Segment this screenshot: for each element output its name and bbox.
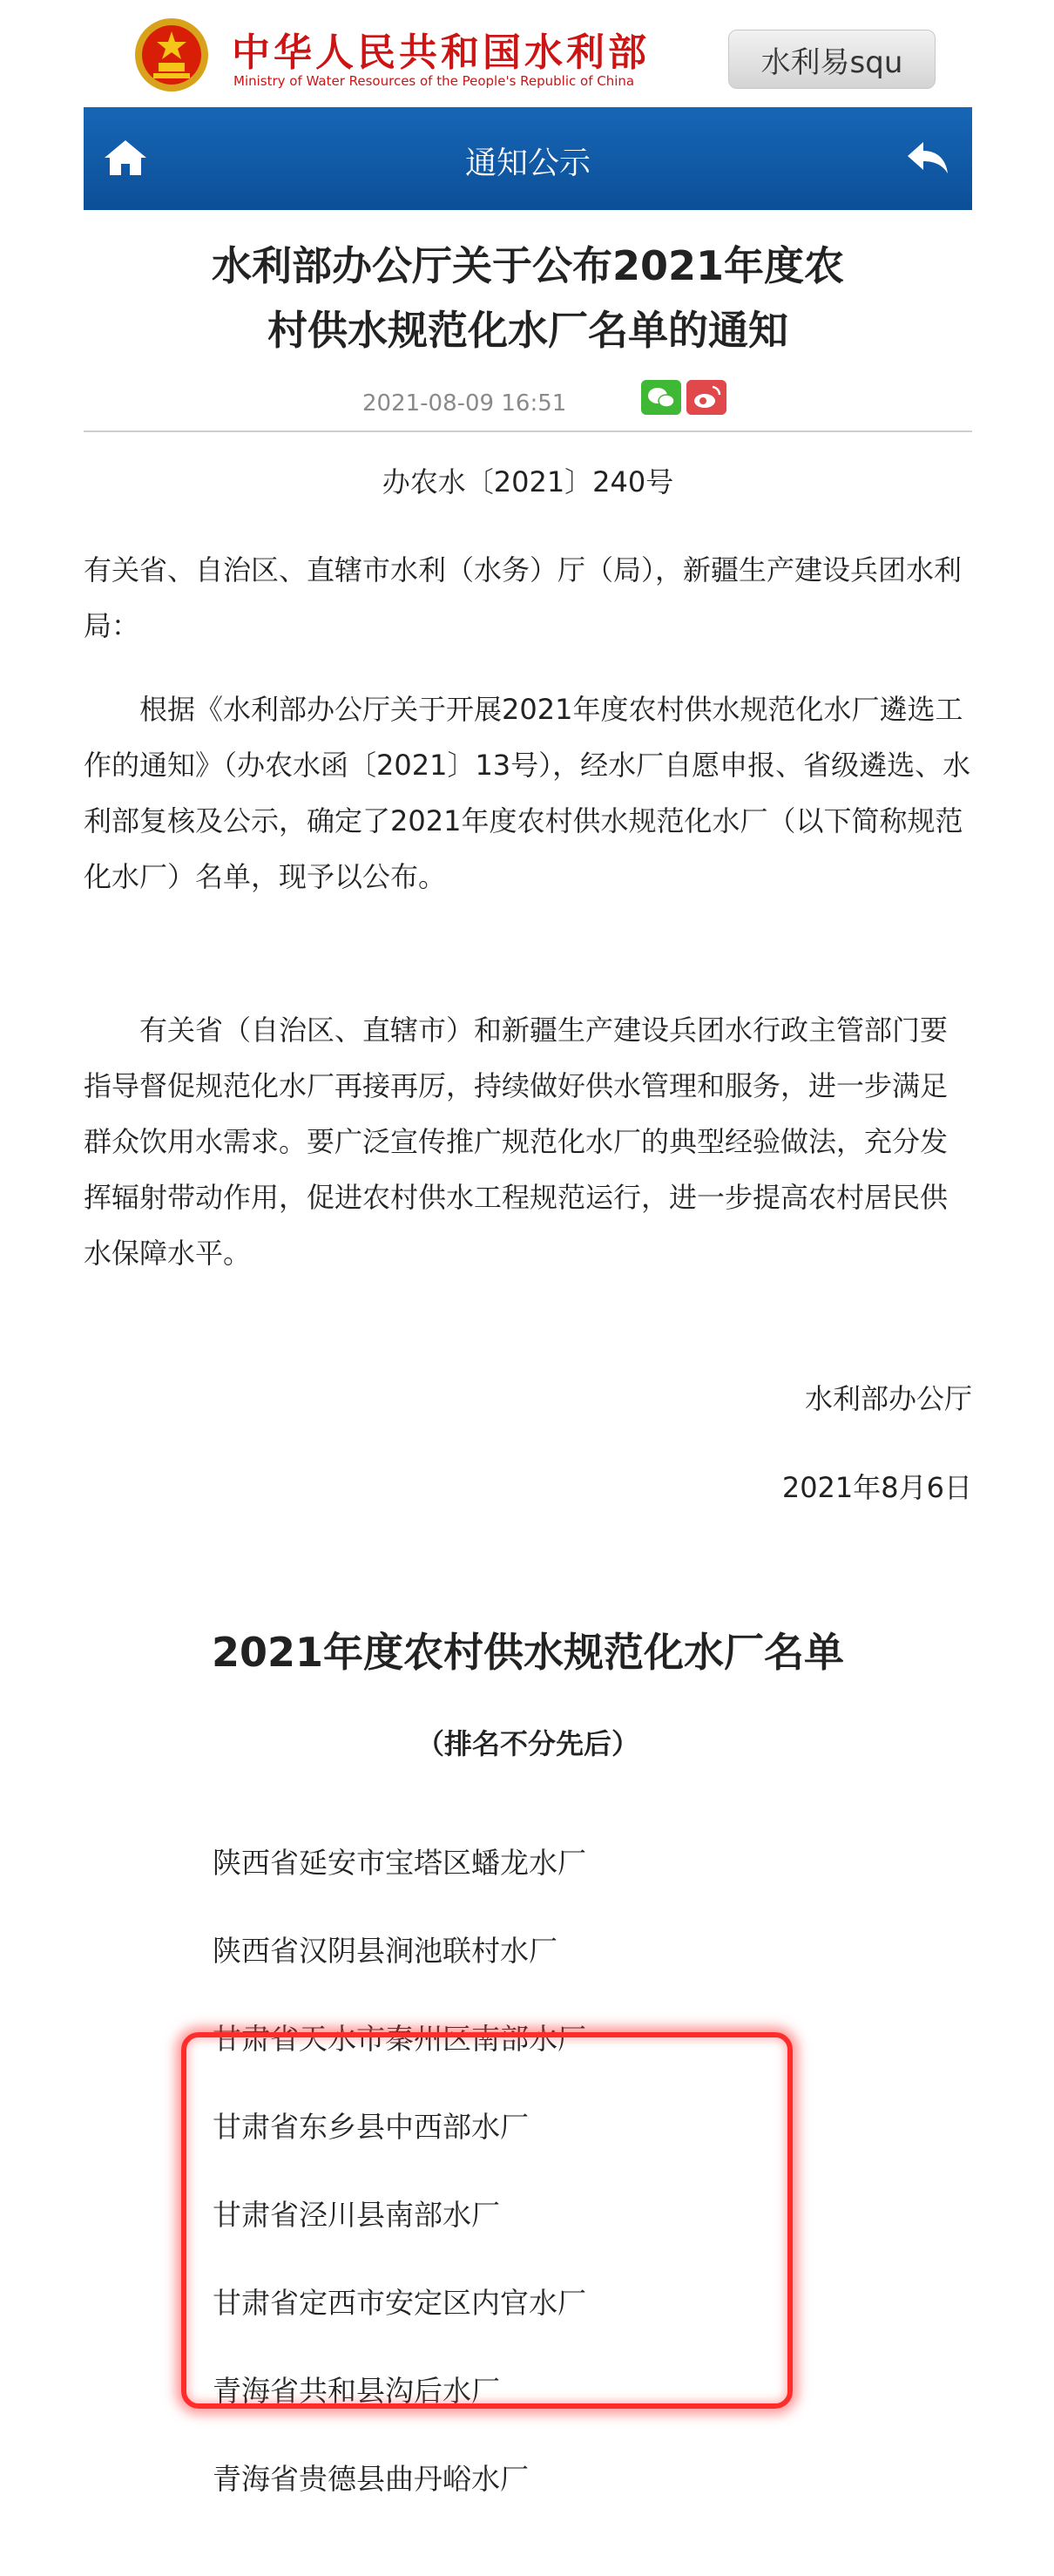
highlight-box	[181, 2032, 793, 2409]
list-item: 陕西省汉阴县涧池联村水厂	[213, 1934, 557, 1968]
signature: 水利部办公厅	[804, 1382, 972, 1415]
national-emblem-icon	[132, 16, 211, 94]
wechat-icon[interactable]	[641, 380, 681, 415]
list-title: 2021年度农村供水规范化水厂名单	[211, 1629, 845, 1676]
addressee: 有关省、自治区、直辖市水利（水务）厅（局），新疆生产建设兵团水利局：	[84, 553, 963, 642]
page-title: 通知公示	[464, 146, 591, 181]
body-paragraph-1: 根据《水利部办公厅关于开展2021年度农村供水规范化水厂遴选工作的通知》（办农水函〔2021〕13号），经水厂自愿申报、省级遴选、水利部复核及公示，确定了2021年度农村供水规范化水厂（以下简称规范化水厂）名单，现予以公布。	[84, 693, 971, 893]
article-title	[84, 234, 972, 363]
article-title-line1: 水利部办公厅关于公布2021年度农	[211, 242, 845, 289]
body-paragraph-2: 有关省（自治区、直辖市）和新疆生产建设兵团水行政主管部门要指导督促规范化水厂再接再厉，持续做好供水管理和服务，进一步满足群众饮用水需求。要广泛宣传推广规范化水厂的典型经验做法，充分发挥辐射带动作用，促进农村供水工程规范运行，进一步提高农村居民供水保障水平。	[84, 1013, 949, 1270]
list-subtitle: （排名不分先后）	[416, 1727, 639, 1760]
list-item: 青海省共和县沟后水厂	[213, 2374, 500, 2408]
list-item: 甘肃省定西市安定区内官水厂	[213, 2286, 586, 2320]
ministry-name-cn: 中华人民共和国水利部	[232, 31, 650, 75]
publish-time: 2021-08-09 16:51	[362, 390, 567, 417]
list-item: 甘肃省泾川县南部水厂	[213, 2198, 500, 2232]
nav-bar	[84, 107, 972, 210]
brand-logo[interactable]: 水利易squ	[728, 30, 936, 89]
article-title-line2: 村供水规范化水厂名单的通知	[267, 307, 788, 354]
weibo-icon[interactable]	[686, 380, 726, 415]
list-item: 甘肃省东乡县中西部水厂	[213, 2110, 529, 2144]
site-header	[84, 0, 972, 107]
ministry-name-en: Ministry of Water Resources of the People's Republic of China	[233, 73, 635, 89]
list-item: 陕西省延安市宝塔区蟠龙水厂	[213, 1846, 586, 1880]
divider	[84, 430, 972, 432]
article-meta	[84, 380, 972, 429]
document-number: 办农水〔2021〕240号	[382, 465, 674, 498]
list-item: 甘肃省天水市秦州区南部水厂	[213, 2022, 586, 2056]
list-item: 青海省贵德县曲丹峪水厂	[213, 2462, 529, 2496]
issue-date: 2021年8月6日	[781, 1471, 972, 1504]
back-arrow-icon[interactable]	[904, 139, 951, 177]
